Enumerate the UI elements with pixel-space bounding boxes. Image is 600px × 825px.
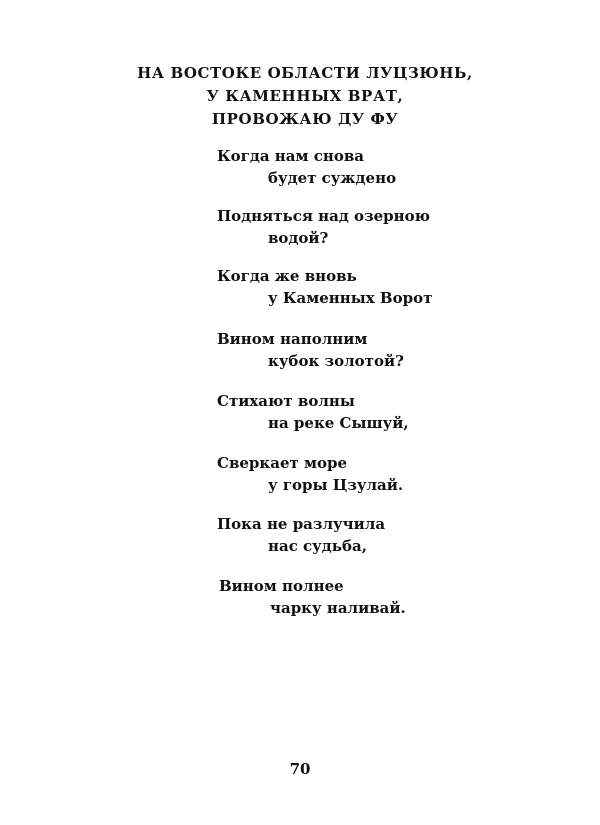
title-line-3: ПРОВОЖАЮ ДУ ФУ <box>211 110 399 128</box>
stanza-line-indented: у горы Цзулай. <box>268 476 404 494</box>
stanza-line: Подняться над озерною <box>217 207 431 225</box>
stanza-1 <box>217 145 396 189</box>
stanza-4 <box>217 328 404 372</box>
stanza-line-indented: нас судьба, <box>268 537 367 555</box>
stanza-line: Когда нам снова <box>217 147 364 165</box>
poem-title <box>0 62 600 131</box>
title-line-1: НА ВОСТОКЕ ОБЛАСТИ ЛУЦЗЮНЬ, <box>137 64 473 82</box>
stanza-2 <box>217 205 430 249</box>
stanza-6 <box>217 452 403 496</box>
stanza-7 <box>217 513 385 557</box>
stanza-5 <box>217 390 409 434</box>
stanza-line: Стихают волны <box>217 392 355 410</box>
stanza-8 <box>219 575 406 619</box>
stanza-line: Когда же вновь <box>217 267 357 285</box>
stanza-line: Вином полнее <box>219 577 344 595</box>
title-line-2: У КАМЕННЫХ ВРАТ, <box>206 87 404 105</box>
stanza-line: Пока не разлучила <box>217 515 386 533</box>
stanza-line-indented: чарку наливай. <box>270 599 406 617</box>
stanza-line-indented: водой? <box>268 229 329 247</box>
stanza-line-indented: будет суждено <box>268 169 397 187</box>
stanza-line-indented: кубок золотой? <box>268 352 404 370</box>
stanza-line-indented: у Каменных Ворот <box>268 289 433 307</box>
stanza-line-indented: на реке Сышуй, <box>268 414 409 432</box>
stanza-3 <box>217 265 432 309</box>
page-number: 70 <box>289 760 311 778</box>
stanza-line: Вином наполним <box>217 330 368 348</box>
stanza-line: Сверкает море <box>217 454 348 472</box>
